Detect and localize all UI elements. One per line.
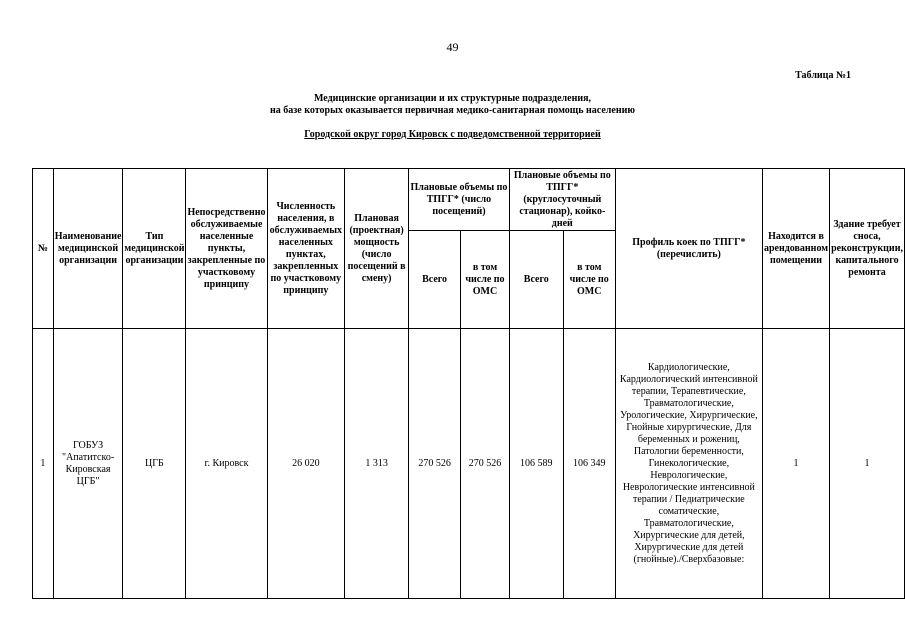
header-served-points: Непосредственно обслуживаемые населенные пункты, закрепленные по участковому принципу <box>186 169 267 329</box>
header-needs-repair: Здание требует сноса, реконструкции, капитального ремонта <box>830 169 905 329</box>
document-title <box>0 93 905 117</box>
header-bed-profile: Профиль коек по ТПГГ* (перечислить) <box>615 169 762 329</box>
title-line-2: на базе которых оказывается первичная медико-санитарная помощь населению <box>270 105 635 116</box>
cell-stationary-oms: 106 349 <box>563 329 615 599</box>
page-number: 49 <box>446 40 459 54</box>
header-population: Численность населения, в обслуживаемых населенных пунктах, закрепленных по участковому принципу <box>267 169 345 329</box>
cell-type: ЦГБ <box>123 329 186 599</box>
cell-name: ГОБУЗ "Апатитско-Кировская ЦГБ" <box>53 329 123 599</box>
cell-visits-oms: 270 526 <box>461 329 510 599</box>
header-stationary: Плановые объемы по ТПГГ* (круглосуточный стационар), койко-дней <box>509 169 615 231</box>
cell-visits-total: 270 526 <box>409 329 461 599</box>
cell-capacity: 1 313 <box>345 329 409 599</box>
header-capacity: Плановая (проектная) мощность (число посещений в смену) <box>345 169 409 329</box>
header-visits: Плановые объемы по ТПГГ* (число посещений) <box>409 169 510 231</box>
cell-served-points: г. Кировск <box>186 329 267 599</box>
cell-rented: 1 <box>762 329 829 599</box>
cell-needs-repair: 1 <box>830 329 905 599</box>
header-name: Наименование медицинской организации <box>53 169 123 329</box>
header-rented: Находится в арендованном помещении <box>762 169 829 329</box>
medical-organizations-table <box>32 168 905 599</box>
table-label: Таблица №1 <box>795 70 851 81</box>
title-line-1: Медицинские организации и их структурные подразделения, <box>314 93 591 104</box>
cell-num: 1 <box>33 329 54 599</box>
table-row <box>33 329 905 599</box>
header-stationary-oms: в том числе по ОМС <box>563 231 615 329</box>
cell-stationary-total: 106 589 <box>509 329 563 599</box>
cell-population: 26 020 <box>267 329 345 599</box>
header-num: № <box>33 169 54 329</box>
cell-bed-profile: Кардиологические, Кардиологический интенсивной терапии, Терапевтические, Травматологические, Урологические, Хирургические, Гнойные хирургические, Для беременных и рожениц, Патологии беременности, Гинекологические, Неврологические, Неврологические интенсивной терапии / Педиатрические соматические, Травматологические, Хирургические для детей, Хирургические для детей (гнойные)./Сверхбазовые: <box>615 329 762 599</box>
document-subtitle: Городской округ город Кировск с подведомственной территорией <box>304 129 601 140</box>
header-visits-total: Всего <box>409 231 461 329</box>
header-stationary-total: Всего <box>509 231 563 329</box>
header-type: Тип медицинской организации <box>123 169 186 329</box>
header-visits-oms: в том числе по ОМС <box>461 231 510 329</box>
